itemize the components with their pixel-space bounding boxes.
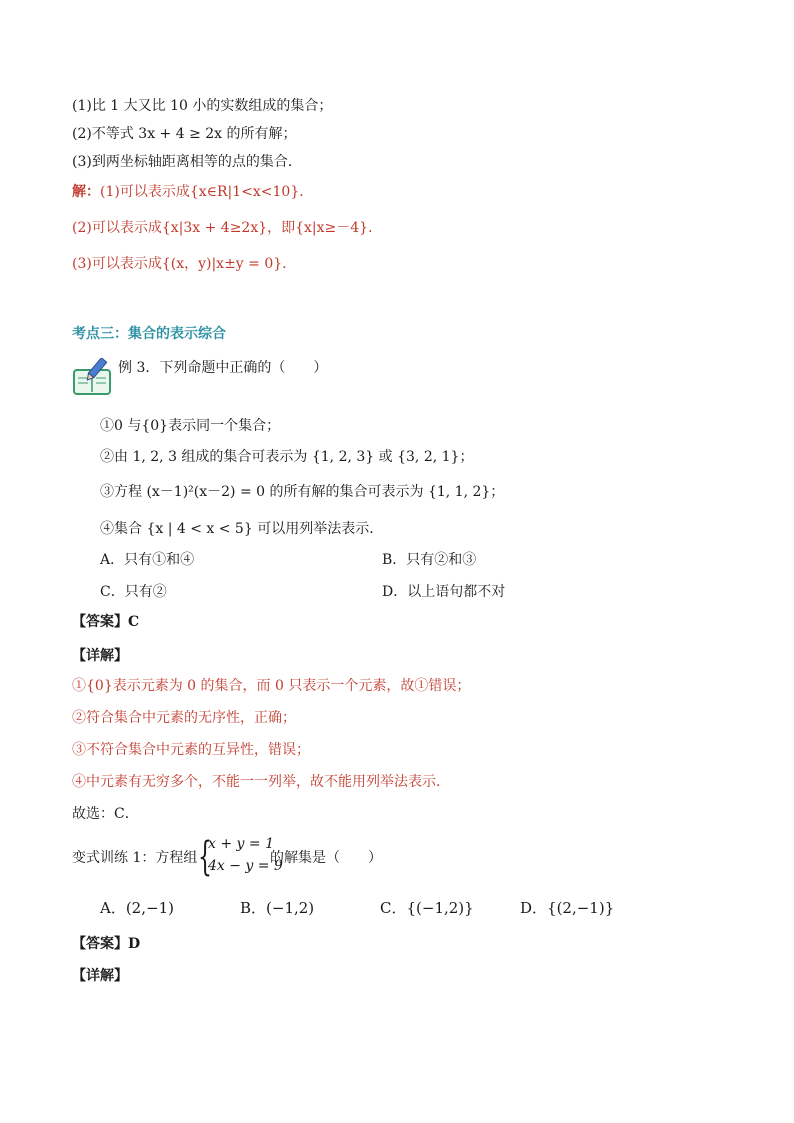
variant-option-a: A．(2,−1) [100,899,174,917]
solution-label: 解： [72,184,100,200]
option-d: D．以上语句都不对 [382,584,506,600]
brace-symbol: { [198,834,212,880]
solution-1-text: (1)可以表示成{x∈R|1<x<10}． [100,184,314,200]
statement-2: ②由 1, 2, 3 组成的集合可表示为 {1, 2, 3} 或 {3, 2, 1}； [100,449,474,465]
variant-option-d: D．{(2,−1)} [520,899,615,917]
detail-line-1: ①{0}表示元素为 0 的集合，而 0 只表示一个元素，故①错误； [72,678,471,694]
variant-answer-label: 【答案】D [72,936,141,952]
variant-detail-label: 【详解】 [72,968,128,984]
question-item-3: (3)到两坐标轴距离相等的点的集合． [72,154,302,170]
option-c: C．只有② [100,584,167,600]
solution-line-1 [72,182,313,202]
statement-4: ④集合 {x | 4 < x < 5} 可以用列举法表示． [100,521,384,537]
section-title: 考点三：集合的表示综合 [72,326,226,342]
variant-option-b: B．(−1,2) [240,899,315,917]
detail-line-3: ③不符合集合中元素的互异性，错误； [72,742,310,758]
equation-1: x + y = 1 [208,836,274,852]
option-a: A．只有①和④ [100,552,195,568]
statement-3: ③方程 (x－1)²(x－2) = 0 的所有解的集合可表示为 {1, 1, 2}； [100,484,505,500]
choose-line: 故选：C． [72,806,139,822]
book-pencil-icon [72,358,112,398]
question-item-1: (1)比 1 大又比 10 小的实数组成的集合； [72,98,333,114]
variant-1-suffix: 的解集是（ ） [270,850,382,866]
equation-2: 4x − y = 9 [208,858,283,874]
statement-1: ①0 与{0}表示同一个集合； [100,418,281,434]
example-3-title: 例 3．下列命题中正确的（ ） [118,360,328,376]
variant-1-prefix: 变式训练 1：方程组 [72,850,198,866]
detail-line-4: ④中元素有无穷多个，不能一一列举，故不能用列举法表示． [72,774,450,790]
question-item-2: (2)不等式 3x + 4 ≥ 2x 的所有解； [72,126,297,142]
solution-line-2: (2)可以表示成{x|3x + 4≥2x}，即{x|x≥－4}． [72,220,383,236]
detail-label: 【详解】 [72,648,128,664]
variant-option-c: C．{(−1,2)} [380,899,474,917]
option-b: B．只有②和③ [382,552,477,568]
solution-line-3: (3)可以表示成{(x，y)|x±y = 0}． [72,256,297,272]
equation-system [198,834,283,880]
detail-line-2: ②符合集合中元素的无序性，正确； [72,710,296,726]
answer-label: 【答案】C [72,614,140,630]
